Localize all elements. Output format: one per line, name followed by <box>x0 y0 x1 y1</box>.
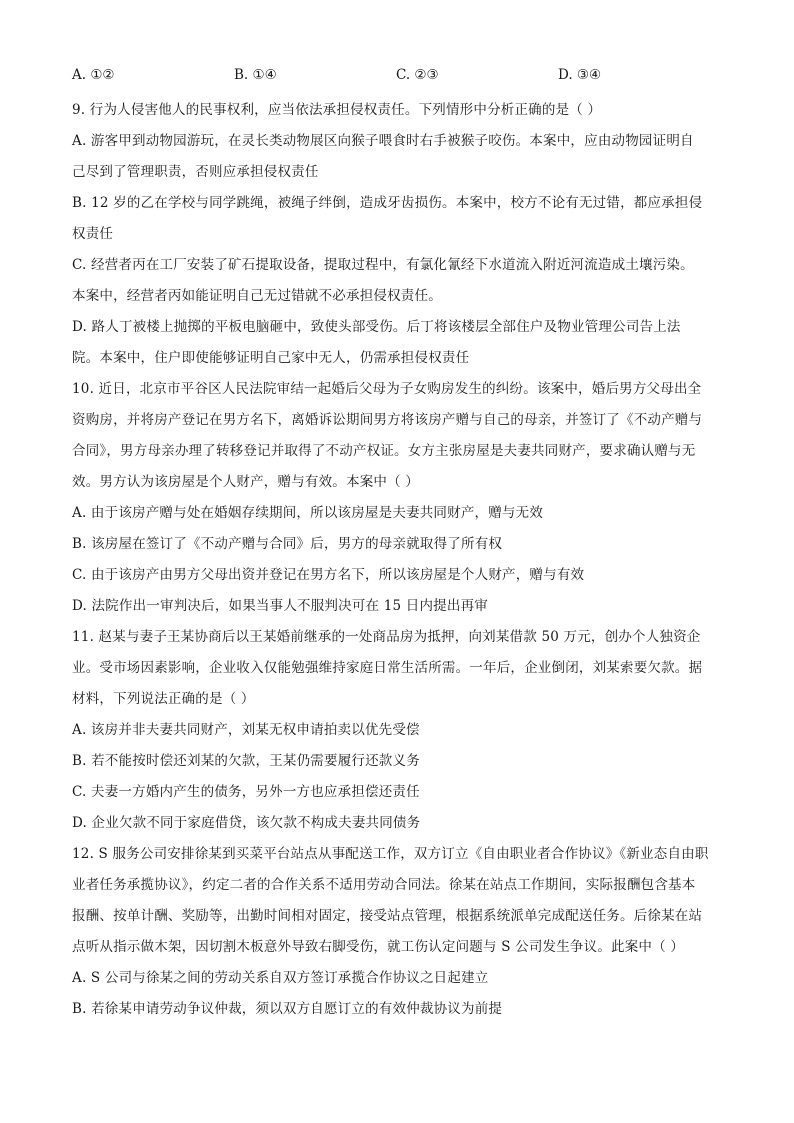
option-d: D. ③④ <box>558 67 602 83</box>
text-line: D. 企业欠款不同于家庭借贷，该欠款不构成夫妻共同债务 <box>72 815 421 831</box>
option-a: A. ①② <box>72 67 115 83</box>
text-line: 11. 赵某与妻子王某协商后以王某婚前继承的一处商品房为抵押，向刘某借款 50 万元，创办个人独资企 <box>72 629 701 645</box>
text-line: B. 该房屋在签订了《不动产赠与合同》后，男方的母亲就取得了所有权 <box>72 536 503 552</box>
text-line: B. 若不能按时偿还刘某的欠款，王某仍需要履行还款义务 <box>72 753 420 769</box>
text-line: 效。男方认为该房屋是个人财产，赠与有效。本案中（ ） <box>72 474 419 490</box>
text-line: 10. 近日，北京市平谷区人民法院审结一起婚后父母为子女购房发生的纠纷。该案中，婚后男方父母出全 <box>72 381 702 397</box>
option-b: B. ①④ <box>234 67 277 83</box>
text-line: 9. 行为人侵害他人的民事权利，应当依法承担侵权责任。下列情形中分析正确的是（ ） <box>72 102 602 118</box>
text-line: 12. S 服务公司安排徐某到买菜平台站点从事配送工作，双方订立《自由职业者合作协议》《新业态自由职 <box>72 846 709 862</box>
text-line: D. 路人丁被楼上抛掷的平板电脑砸中，致使头部受伤。后丁将该楼层全部住户及物业管理公司告上法 <box>72 319 681 335</box>
text-line: A. 游客甲到动物园游玩，在灵长类动物展区向猴子喂食时右手被猴子咬伤。本案中，应由动物园证明自 <box>72 133 694 149</box>
text-line: D. 法院作出一审判决后，如果当事人不服判决可在 15 日内提出再审 <box>72 598 488 614</box>
question-text-block <box>72 95 722 1025</box>
text-line: 报酬、按单计酬、奖励等，出勤时间相对固定，接受站点管理，根据系统派单完成配送任务。后徐某在站 <box>72 908 703 924</box>
text-line: 材料，下列说法正确的是（ ） <box>72 691 255 707</box>
text-line: 点听从指示做木架，因切割木板意外导致右脚受伤，就工伤认定问题与 S 公司发生争议。此案中（ ） <box>72 939 685 955</box>
text-line: 本案中，经营者丙如能证明自己无过错就不必承担侵权责任。 <box>72 288 442 304</box>
text-line: 己尽到了管理职责，否则应承担侵权责任 <box>72 164 319 180</box>
text-line: B. 若徐某申请劳动争议仲裁，须以双方自愿订立的有效仲裁协议为前提 <box>72 1001 503 1017</box>
text-line: C. 由于该房产由男方父母出资并登记在男方名下，所以该房屋是个人财产，赠与有效 <box>72 567 585 583</box>
text-line: 合同》，男方母亲办理了转移登记并取得了不动产权证。女方主张房屋是夫妻共同财产，要求确认赠与无 <box>72 443 696 459</box>
option-c: C. ②③ <box>396 67 439 83</box>
text-line: C. 夫妻一方婚内产生的债务，另外一方也应承担偿还责任 <box>72 784 420 800</box>
exam-page <box>72 64 722 1025</box>
text-line: C. 经营者丙在工厂安装了矿石提取设备，提取过程中，有氯化氰经下水道流入附近河流造成土壤污染。 <box>72 257 694 273</box>
text-line: 权责任 <box>72 226 114 242</box>
text-line: A. 该房并非夫妻共同财产，刘某无权申请拍卖以优先受偿 <box>72 722 420 738</box>
text-line: 业。受市场因素影响，企业收入仅能勉强维持家庭日常生活所需。一年后，企业倒闭，刘某索要欠款。据 <box>72 660 703 676</box>
text-line: A. 由于该房产赠与处在婚姻存续期间，所以该房屋是夫妻共同财产，赠与无效 <box>72 505 544 521</box>
text-line: A. S 公司与徐某之间的劳动关系自双方签订承揽合作协议之日起建立 <box>72 970 489 986</box>
text-line: B. 12 岁的乙在学校与同学跳绳，被绳子绊倒，造成牙齿损伤。本案中，校方不论有无过错，都应承担侵 <box>72 195 703 211</box>
text-line: 业者任务承揽协议》，约定二者的合作关系不适用劳动合同法。徐某在站点工作期间，实际报酬包含基本 <box>72 877 696 893</box>
text-line: 院。本案中，住户即使能够证明自己家中无人，仍需承担侵权责任 <box>72 350 470 366</box>
text-line: 资购房，并将房产登记在男方名下，离婚诉讼期间男方将该房产赠与自己的母亲，并签订了《不动产赠与 <box>72 412 703 428</box>
answer-options-row <box>72 64 722 86</box>
